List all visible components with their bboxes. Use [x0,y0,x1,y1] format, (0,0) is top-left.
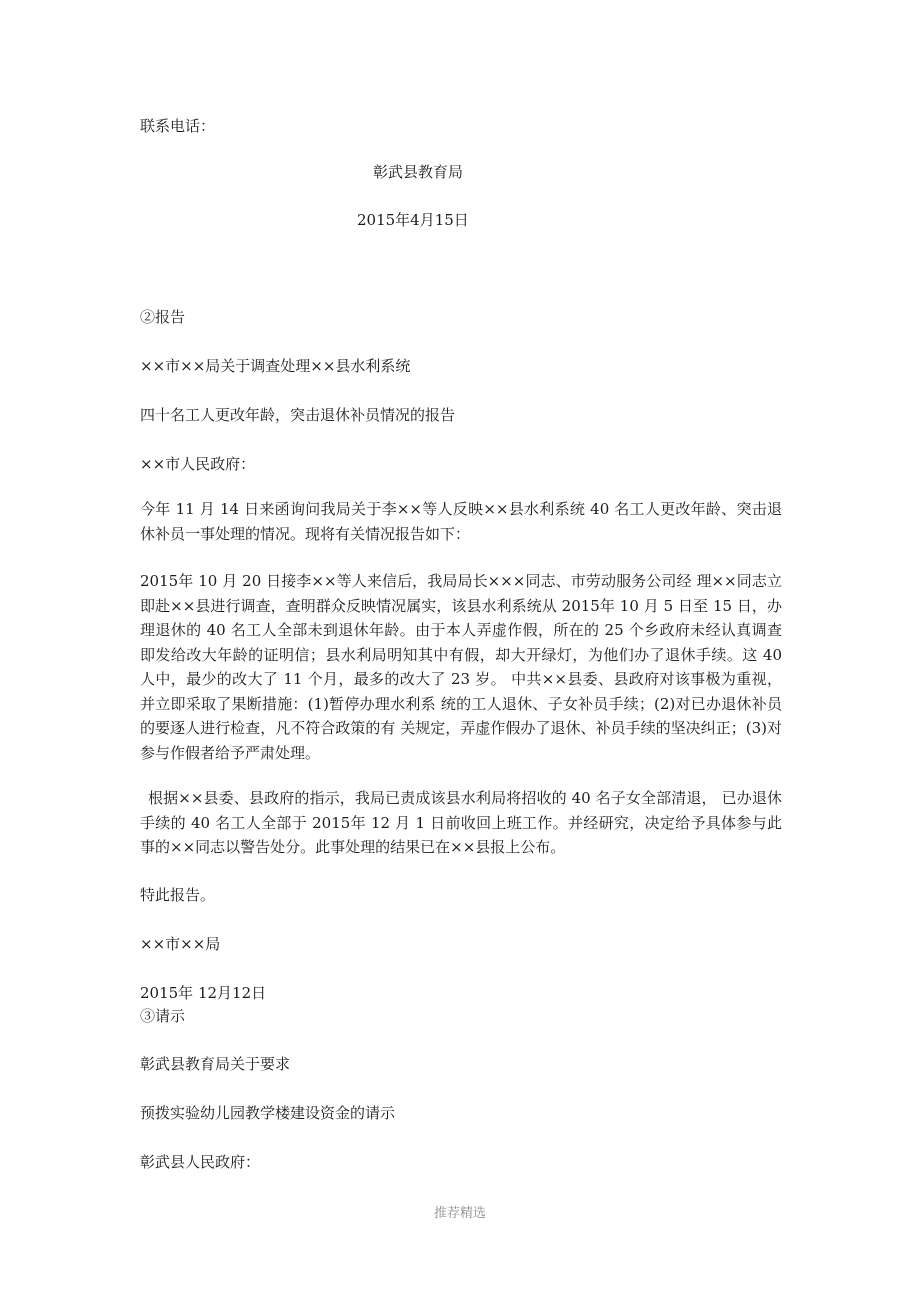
report-closing: 特此报告。 [140,886,216,904]
report-addressee: ××市人民政府： [140,455,256,473]
report-paragraph-3: 根据××县委、县政府的指示，我局已责成该县水利局将招收的 40 名子女全部清退， 已办退休手续的 40 名工人全部于 2015年 12 月 1 日前收回上班工作。并经研究，决定给予具体参与此事的××同志以警告处分。此事处理的结果已在××县报上公布。 [140,789,782,856]
report-paragraph-1: 今年 11 月 14 日来函询问我局关于李××等人反映××县水利系统 40 名工人更改年龄、突击退休补员一事处理的情况。现将有关情况报告如下： [140,500,782,543]
request-addressee: 彰武县人民政府： [140,1153,261,1171]
request-heading: ③请示 [140,1007,186,1025]
contact-phone-label: 联系电话： [140,117,216,135]
report-title-line2: 四十名工人更改年龄，突击退休补员情况的报告 [140,406,456,424]
report-title-line1: ××市××局关于调查处理××县水利系统 [140,357,411,375]
request-title-line1: 彰武县教育局关于要求 [140,1055,291,1073]
report-signer: ××市××局 [140,935,221,953]
report-paragraph-2: 2015年 10 月 20 日接李××等人来信后，我局局长×××同志、市劳动服务公司经 理××同志立即赴××县进行调查，查明群众反映情况属实，该县水利系统从 2015年 10 月 5 日至 15 日，办理退休的 40 名工人全部未到退休年龄。由于本人弄虚作假，所在的 25 个乡政府未经认真调查即发给改大年龄的证明信；县水利局明知其中有假，却大开绿灯，为他们办了退休手续。这 40 人中，最少的改大了 11 个月，最多的改大了 23 岁。 中共××县委、县政府对该事极为重视，并立即采取了果断措施：(1)暂停办理水利系 统的工人退休、子女补员手续；(2)对已办退休补员的要逐人进行检查，凡不符合政策的有 关规定，弄虚作假办了退休、补员手续的坚决纠正；(3)对参与作假者给予严肃处理。 [140,572,782,762]
report-heading: ②报告 [140,308,186,326]
top-date: 2015年4月15日 [357,211,469,229]
request-title-line2: 预拨实验幼儿园教学楼建设资金的请示 [140,1104,396,1122]
top-signer: 彰武县教育局 [373,163,464,181]
report-date: 2015年 12月12日 [140,984,267,1002]
page-footer: 推荐精选 [433,1206,486,1221]
